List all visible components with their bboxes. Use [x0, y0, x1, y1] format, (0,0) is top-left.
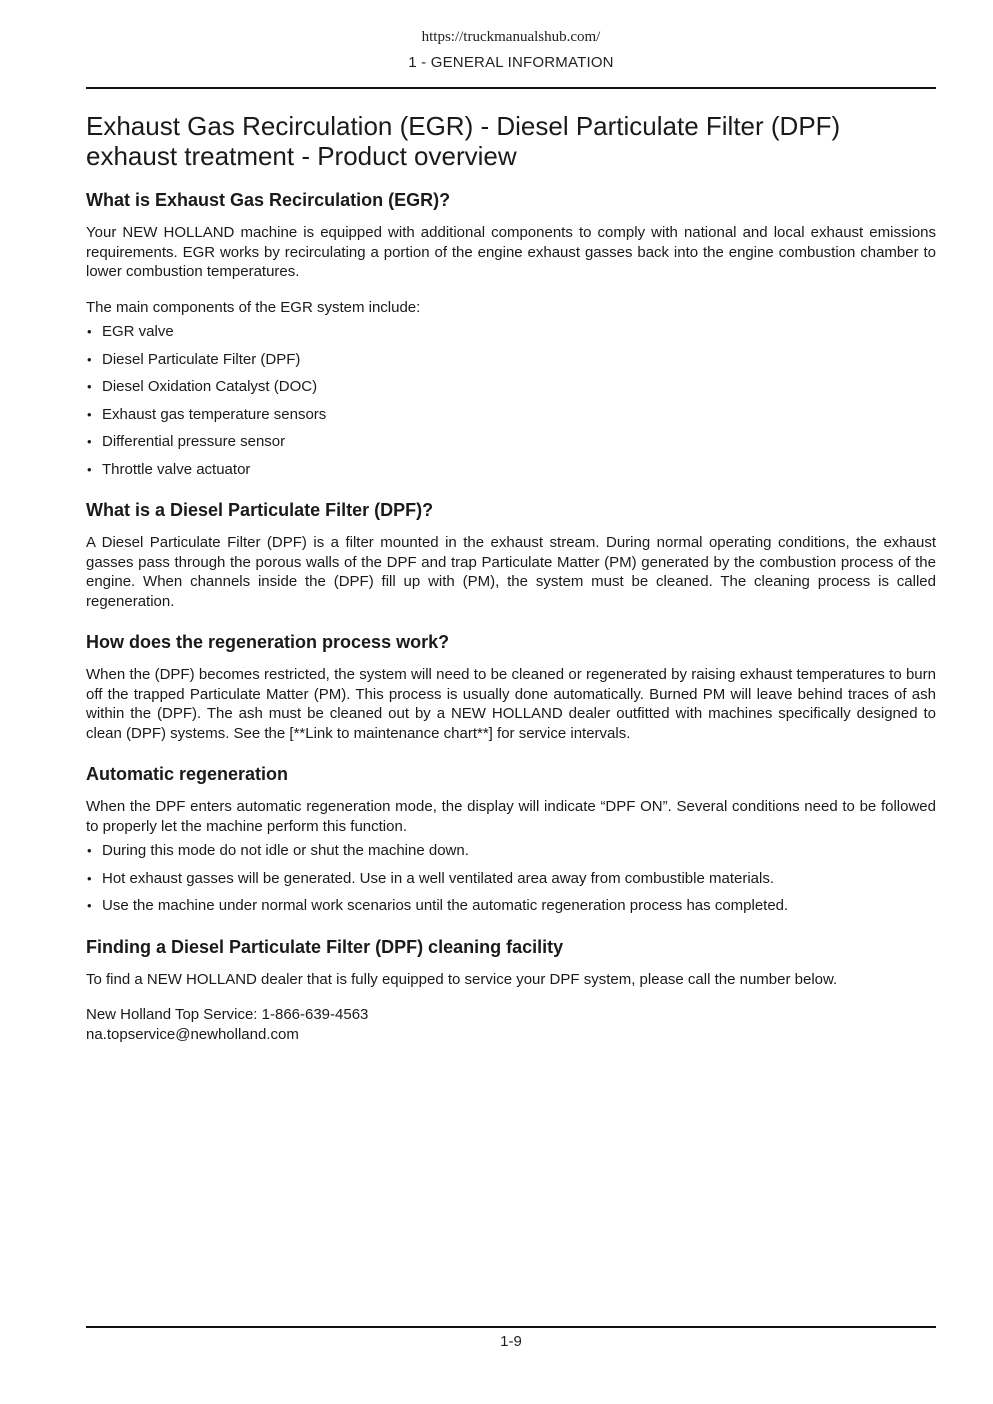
facility-section [86, 936, 936, 1045]
egr-list-intro: The main components of the EGR system include: [86, 298, 421, 316]
list-item: • EGR valve [86, 322, 936, 342]
dpf-heading: What is a Diesel Particulate Filter (DPF)? [86, 500, 434, 520]
egr-intro: Your NEW HOLLAND machine is equipped with additional components to comply with national and local exhaust emissions requirements. EGR works by recirculating a portion of the engine exhaust gasses back into the engine combustion chamber to lower combustion temperatures. [86, 224, 936, 280]
list-item: • Exhaust gas temperature sensors [86, 405, 936, 425]
list-item: • Diesel Oxidation Catalyst (DOC) [86, 377, 936, 397]
list-item: • Throttle valve actuator [86, 460, 936, 480]
list-item: • During this mode do not idle or shut the machine down. [86, 841, 936, 861]
page-title: Exhaust Gas Recirculation (EGR) - Diesel Particulate Filter (DPF) exhaust treatment - Product overview [86, 111, 841, 171]
regeneration-body: When the (DPF) becomes restricted, the system will need to be cleaned or regenerated by raising exhaust temperatures to burn off the trapped Particulate Matter (PM). This process is usually done automatically. Burned PM will leave behind traces of ash within the (DPF). The ash must be cleaned out by a NEW HOLLAND dealer outfitted with machines specifically designed to clean (DPF) systems. See the [**Link to maintenance chart**] for service intervals. [86, 666, 936, 742]
facility-body: To find a NEW HOLLAND dealer that is fully equipped to service your DPF system, please call the number below. [86, 970, 838, 988]
list-item: • Differential pressure sensor [86, 432, 936, 452]
regeneration-heading: How does the regeneration process work? [86, 632, 450, 652]
dpf-body: A Diesel Particulate Filter (DPF) is a filter mounted in the exhaust stream. During normal operating conditions, the exhaust gasses pass through the porous walls of the DPF and trap Particulate Matter (PM) generated by the combustion process of the engine. When channels inside the (DPF) fill up with (PM), the system must be cleaned. The cleaning process is called regeneration. [86, 534, 936, 610]
egr-heading: What is Exhaust Gas Recirculation (EGR)? [86, 190, 451, 210]
main-content [86, 111, 936, 1044]
top-service-email[interactable]: na.topservice@newholland.com [86, 1025, 299, 1043]
page-number: 1-9 [500, 1333, 522, 1350]
regeneration-section [86, 631, 936, 743]
egr-components-list [86, 322, 936, 479]
automatic-regeneration-section [86, 763, 936, 916]
automatic-regeneration-heading: Automatic regeneration [86, 764, 289, 784]
automatic-regeneration-body: When the DPF enters automatic regeneration mode, the display will indicate “DPF ON”. Several conditions need to be followed to properly let the machine perform this function. [86, 798, 936, 835]
facility-heading: Finding a Diesel Particulate Filter (DPF) cleaning facility [86, 936, 564, 957]
list-item: • Diesel Particulate Filter (DPF) [86, 350, 936, 370]
running-header: 1 - GENERAL INFORMATION [408, 54, 614, 71]
footer-divider [86, 1326, 936, 1328]
header-divider [86, 87, 936, 89]
dpf-section [86, 499, 936, 611]
automatic-regeneration-list [86, 841, 936, 916]
top-service-phone: New Holland Top Service: 1-866-639-4563 [86, 1006, 369, 1023]
source-url[interactable]: https://truckmanualshub.com/ [421, 29, 601, 45]
list-item: • Use the machine under normal work scenarios until the automatic regeneration process has completed. [86, 896, 936, 916]
egr-section [86, 189, 936, 479]
manual-page [86, 0, 936, 1404]
list-item: • Hot exhaust gasses will be generated. Use in a well ventilated area away from combustible materials. [86, 869, 936, 889]
